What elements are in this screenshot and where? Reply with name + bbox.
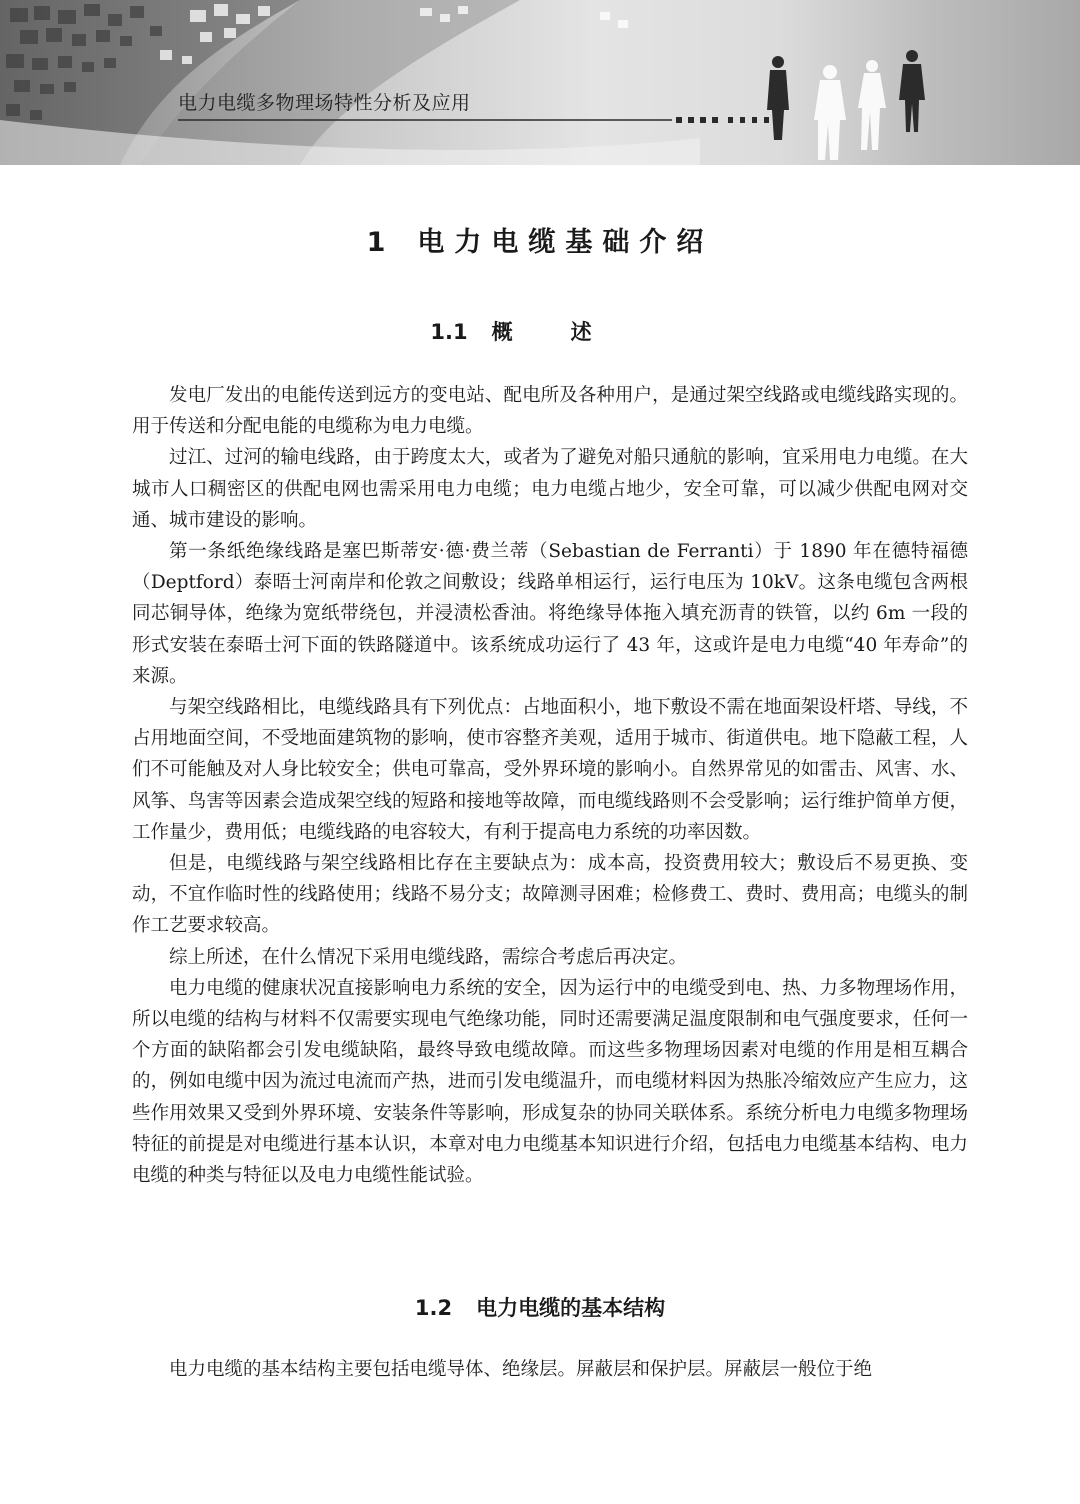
section-heading-1-2	[0, 1292, 1080, 1322]
paragraph: 第一条纸绝缘线路是塞巴斯蒂安·德·费兰蒂（Sebastian de Ferranti）于 1890 年在德特福德（Deptford）泰晤士河南岸和伦敦之间敷设；线路单相运行，运行电压为 10kV。这条电缆包含两根同芯铜导体，绝缘为宽纸带绕包，并浸渍松香油。将绝缘导体拖入填充沥青的铁管，以约 6m 一段的形式安装在泰晤士河下面的铁路隧道中。该系统成功运行了 43 年，这或许是电力电缆“40 年寿命”的来源。	[132, 541, 968, 687]
banner-decoration	[0, 0, 1080, 165]
header-banner	[0, 0, 1080, 165]
people-silhouette-icon	[767, 50, 925, 140]
section-body-1-1	[132, 380, 968, 1191]
running-header-title: 电力电缆多物理场特性分析及应用	[178, 92, 471, 114]
paragraph: 但是，电缆线路与架空线路相比存在主要缺点为：成本高，投资费用较大；敷设后不易更换、变动，不宜作临时性的线路使用；线路不易分支；故障测寻困难；检修费工、费时、费用高；电缆头的制作工艺要求较高。	[132, 853, 968, 937]
paragraph: 电力电缆的健康状况直接影响电力系统的安全，因为运行中的电缆受到电、热、力多物理场作用，所以电缆的结构与材料不仅需要实现电气绝缘功能，同时还需要满足温度限制和电气强度要求，任何一个方面的缺陷都会引发电缆缺陷，最终导致电缆故障。而这些多物理场因素对电缆的作用是相互耦合的，例如电缆中因为流过电流而产热，进而引发电缆温升，而电缆材料因为热胀冷缩效应产生应力，这些作用效果又受到外界环境、安装条件等影响，形成复杂的协同关联体系。系统分析电力电缆多物理场特征的前提是对电缆进行基本认识，本章对电力电缆基本知识进行介绍，包括电力电缆基本结构、电力电缆的种类与特征以及电力电缆性能试验。	[132, 977, 968, 1187]
section-heading-1-1	[0, 316, 1080, 346]
section-number: 1.1	[430, 320, 468, 344]
paragraph: 发电厂发出的电能传送到远方的变电站、配电所及各种用户，是通过架空线路或电缆线路实现的。用于传送和分配电能的电缆称为电力电缆。	[132, 385, 968, 438]
chapter-number: 1	[366, 227, 396, 258]
paragraph: 电力电缆的基本结构主要包括电缆导体、绝缘层。屏蔽层和保护层。屏蔽层一般位于绝	[169, 1359, 873, 1380]
section-body-1-2	[132, 1354, 968, 1385]
paragraph: 与架空线路相比，电缆线路具有下列优点：占地面积小，地下敷设不需在地面架设杆塔、导线，不占用地面空间，不受地面建筑物的影响，使市容整齐美观，适用于城市、街道供电。地下隐蔽工程，人们不可能触及对人身比较安全；供电可靠高，受外界环境的影响小。自然界常见的如雷击、风害、水、风筝、鸟害等因素会造成架空线的短路和接地等故障，而电缆线路则不会受影响；运行维护简单方便，工作量少，费用低；电缆线路的电容较大，有利于提高电力系统的功率因数。	[132, 697, 968, 843]
section-number: 1.2	[414, 1296, 453, 1320]
section-title-text: 概述	[491, 320, 650, 344]
chapter-title	[0, 220, 1080, 259]
section-title-text: 电力电缆的基本结构	[476, 1296, 666, 1320]
paragraph: 过江、过河的输电线路，由于跨度太大，或者为了避免对船只通航的影响，宜采用电力电缆。在大城市人口稠密区的供配电网也需采用电力电缆；电力电缆占地少，安全可靠，可以减少供配电网对交通、城市建设的影响。	[132, 447, 968, 531]
chapter-title-text: 电力电缆基础介绍	[417, 227, 714, 258]
paragraph: 综上所述，在什么情况下采用电缆线路，需综合考虑后再决定。	[169, 946, 688, 968]
